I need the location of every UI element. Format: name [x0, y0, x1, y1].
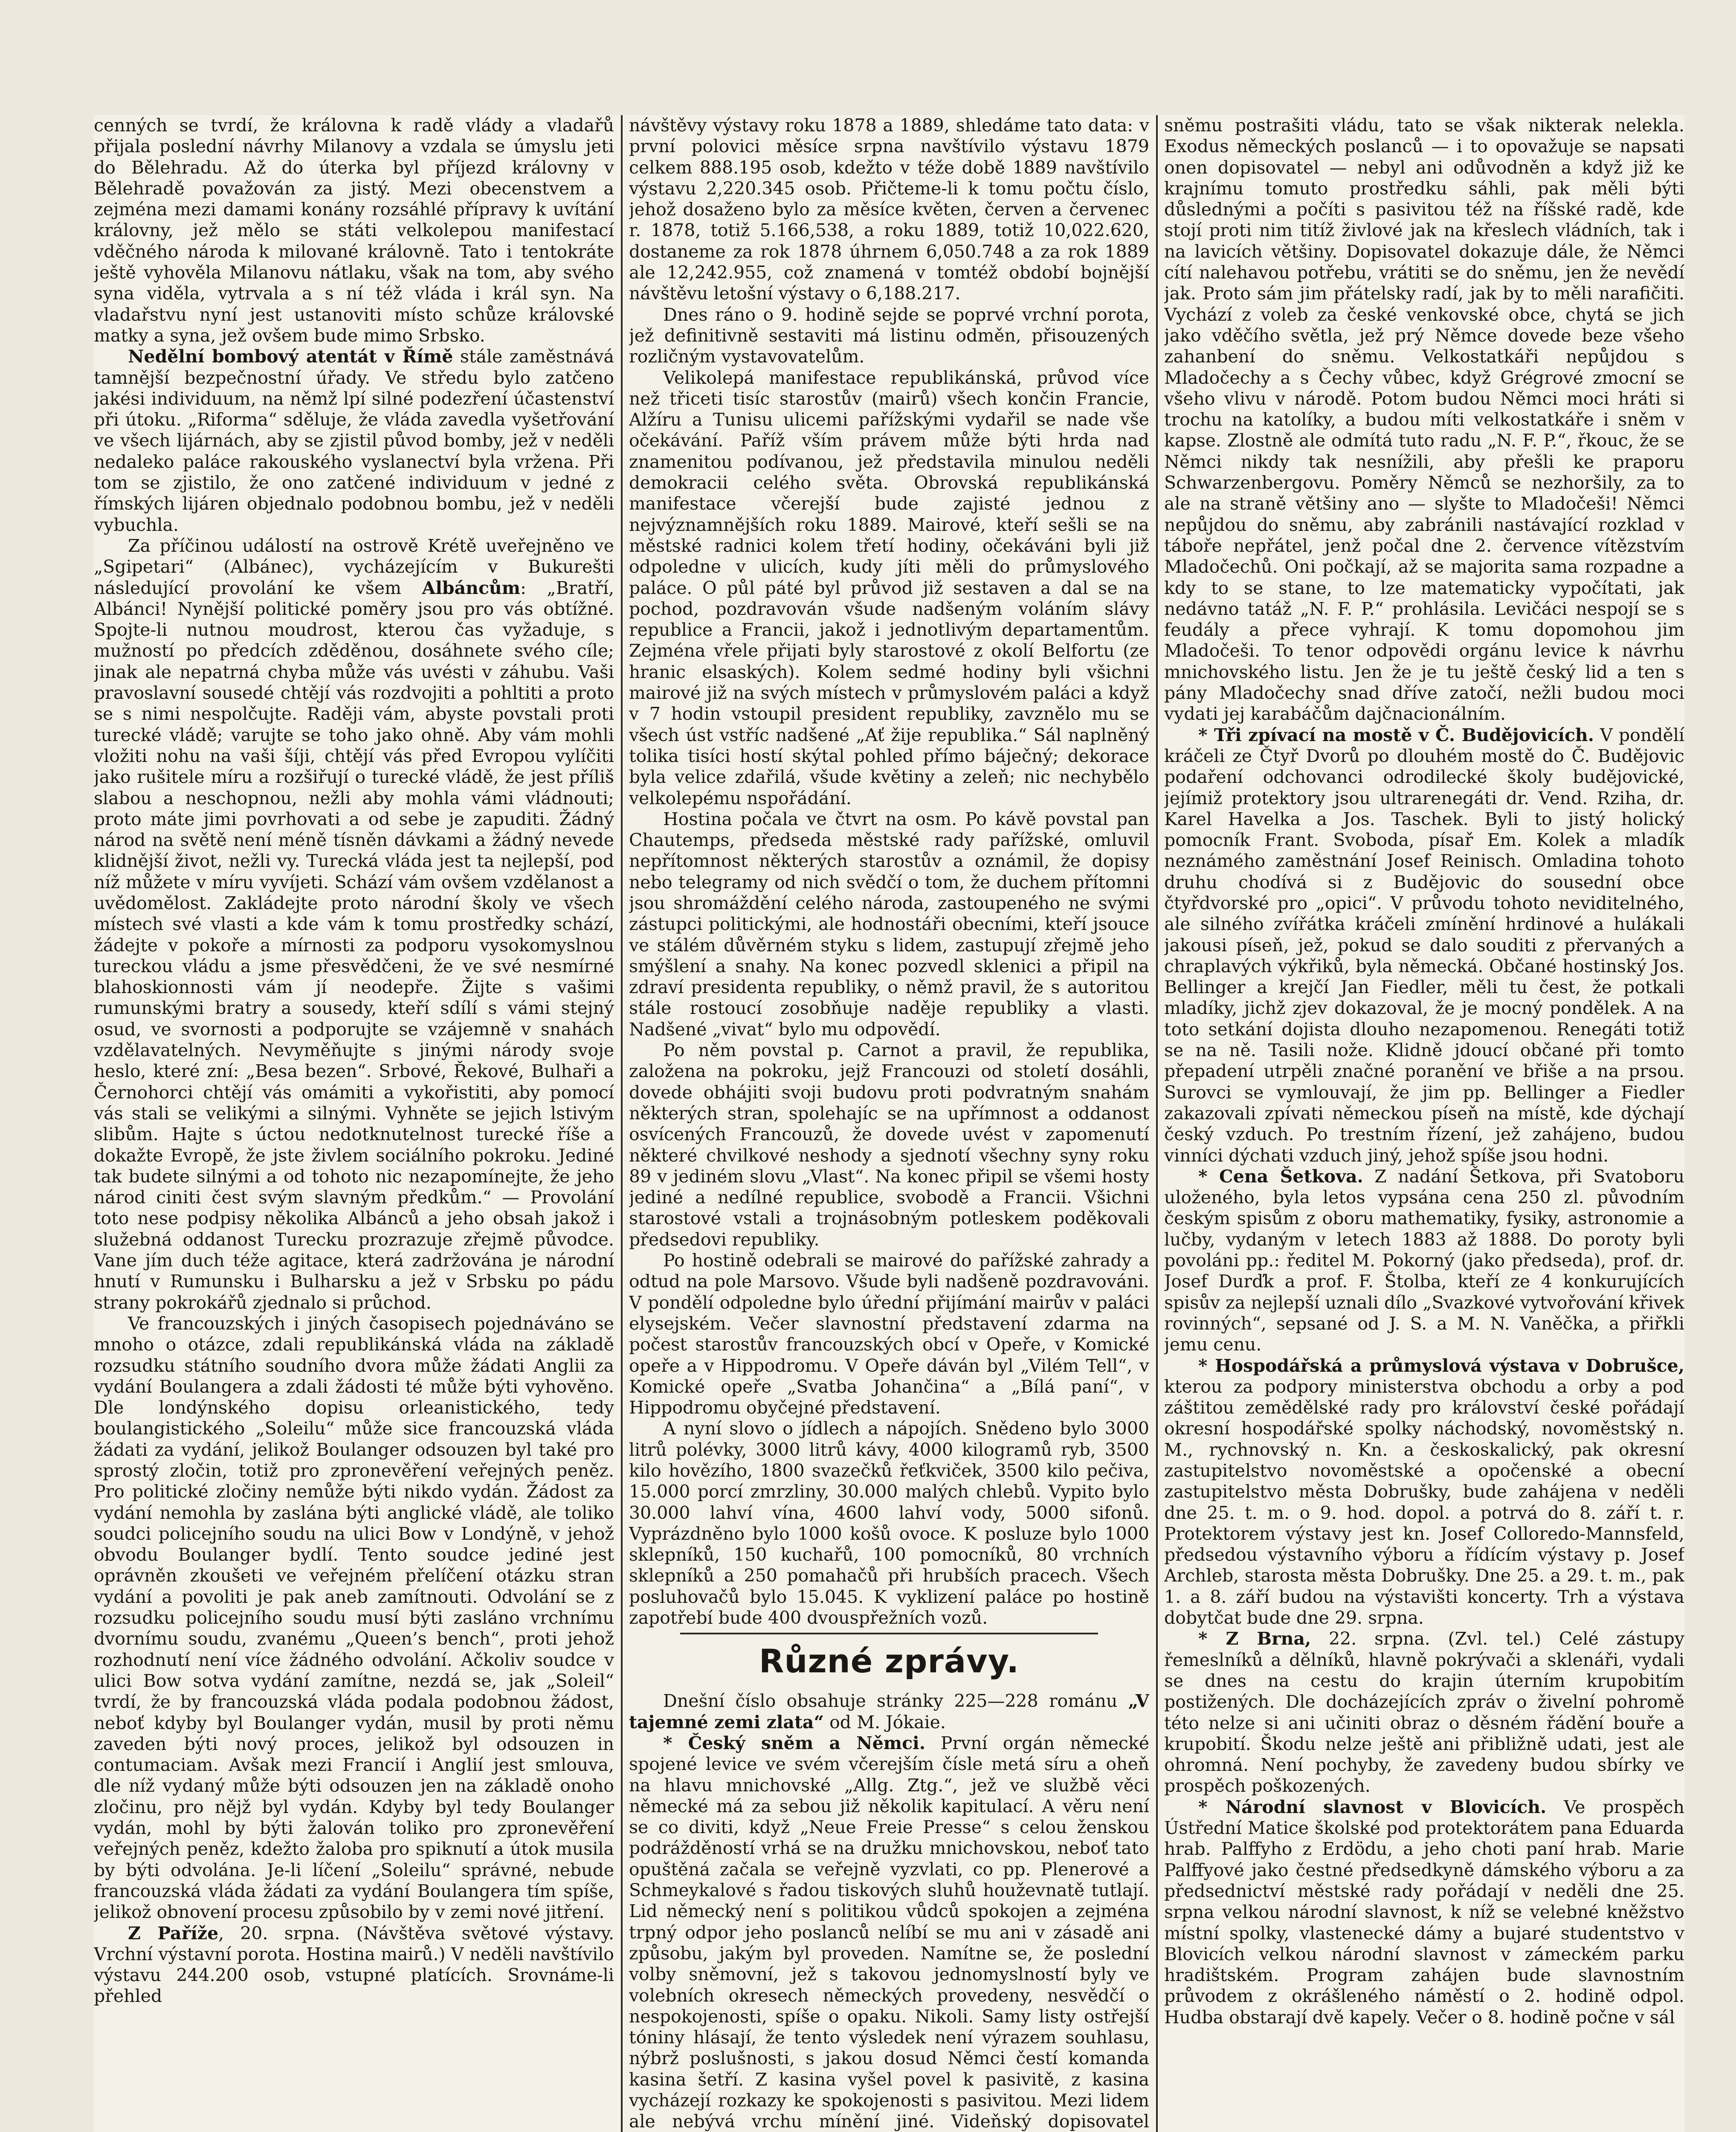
column-divider — [621, 115, 623, 2132]
article-diet-germans — [629, 1733, 1149, 2132]
section-heading: Různé zprávy. — [759, 1642, 1020, 1680]
article-lead: * Národní slavnost v Blovicích. — [1198, 1796, 1547, 1817]
section-divider — [680, 1633, 1098, 1634]
article-lead: * Z Brna, — [1198, 1628, 1311, 1649]
article-paris — [94, 1923, 614, 2007]
article-text: kterou za podpory ministerstva obchodu a orby a pod záštitou zemědělské rady pro království české pořádají okresní hospodářské spolky náchodský, novoměstský n. M., rychnovský n. Kn. a českoskalický, pak okresní zastupitelstvo novoměstské a opočenské a obecní zastupitelstvo města Dobrušky, bude zahájena v neděli dne 25. t. m. o 9. hod. dopol. a potrvá do 8. září t. r. Protektorem výstavy jest kn. Josef Colloredo-Mannsfeld, předsedou výstavního výboru a řídícím výstavy p. Josef Archleb, starosta města Dobrušky. Dne 25. a 29. t. m., pak 1. a 8. září budou na výstavišti koncerty. Trh a výstava dobytčat bude dne 29. srpna. — [1164, 1376, 1684, 1628]
article-blovice — [1164, 1797, 1684, 2028]
article-dobruska-exhibition — [1164, 1356, 1684, 1629]
article-text: Po hostině odebrali se mairové do pařížské zahrady a odtud na pole Marsovo. Všude byli nadšeně pozdravováni. V pondělí odpoledne bylo úřední přijímání mairův v paláci elysejském. Večer slavnostní představení zdarma na počest starostův francouzských obcí v Opeře, v Komické opeře a v Hippodromu. V Opeře dáván byl „Vilém Tell“, v Komické opeře „Svatba Johančina“ a „Bílá paní“, v Hippodromu obyčejné představení. — [629, 1250, 1149, 1418]
article-brno — [1164, 1628, 1684, 1796]
article-text: Z nadání Šetkova, při Svatoboru uloženého, byla letos vypsána cena 250 zl. původním českým spisům z oboru mathematiky, fysiky, astronomie a lučby, vydaným v letech 1883 až 1888. Do poroty byli povoláni pp.: ředitel M. Pokorný (jako předseda), prof. dr. Josef Durďk a prof. F. Štolba, kteří ze 4 konkurujících spisův za nejlepší uznali dílo „Svazkové vytvořování křivek rovinných“, sepsané od J. S. a M. N. Vaněčka, a přiřkli jemu cenu. — [1164, 1166, 1684, 1355]
article-text: Za příčinou událostí na ostrově Krétě uveřejněno ve „Sgipetari“ (Albánec), vycházejícím v Bukurešti následující provolání ke všem — [94, 535, 614, 598]
article-text: cenných se tvrdí, že královna k radě vlády a vladařů přijala poslední návrhy Milanovy a vzdala se úmyslu jeti do Bělehradu. Až do úterka byl příjezd královny v Bělehradě považován za jistý. Mezi obecenstvem a zejména mezi damami konány rozsáhlé přípravy k uvítání královny, jež mělo se státi velkolepou manifestací vděčného národa k milované královně. Tato i tentokráte ještě vyhověla Milanovu nátlaku, však na tom, aby svého syna viděla, vytrvala a s ní též vláda i král syn. Na vladařstvu nyní jest ustanoviti místo schůze královské matky a syna, jež ovšem bude mimo Srbsko. — [94, 115, 614, 346]
article-text: Velikolepá manifestace republikánská, průvod více než třiceti tisíc starostův (mairů) všech končin Francie, Alžíru a Tunisu ulicemi pařížskými vydařil se nade vše očekávání. Paříž vším právem může býti hrda nad znamenitou podívanou, jež představila minulou neděli demokracii celého světa. Obrovská republikánská manifestace včerejší bude zajisté jednou z nejvýznamnějších roku 1889. Mairové, kteří sešli se na městské radnici kolem třetí hodiny, očekáváni byli již odpoledne v ulicích, kudy jíti měli do průmyslového paláce. O půl páté byl průvod již sestaven a dal se na pochod, pozdravován všude nadšeným voláním slávy republice a Francii, jakož i jednotlivým departamentům. Zejména vřele přijati byly starostové z okolí Belfortu (ze hranic elsaských). Kolem sedmé hodiny byli všichni mairové již na svých místech v průmyslovém paláci a když v 7 hodin vstoupil president republiky, zavznělo mu se všech úst vstříc nadšené „Ať žije republika.“ Sál naplněný tolika tisíci hostí skýtal pohled přímo báječný; dekorace byla velice zdařilá, všude květiny a zeleň; nic nechybělo velkolepému nspořádání. — [629, 367, 1149, 808]
column-divider — [1156, 115, 1158, 2132]
article-lead: * Tři zpívací na mostě v Č. Budějovicích. — [1198, 724, 1594, 745]
article-text: Ve prospěch Ústřední Matice školské pod protektorátem pana Eduarda hrab. Palffyho z Erdödu, a jeho choti paní hrab. Marie Palffyové jako čestné předsedkyně dámského výboru a za předsednictví městské rady pořádají v neděli dne 25. srpna velkou národní slavnost, k níž se velebné kněžstvo místní spolky, vlastenecké dámy a bujaré studentstvo v Blovicích velkou národní slavnost v zámeckém parku hradištském. Program zahájen bude slavnostním průvodem z okrášleného náměstí o 2. hodině odpol. Hudba obstarají dvě kapely. Večer o 8. hodině počne v sál — [1164, 1796, 1684, 2028]
article-text: návštěvy výstavy roku 1878 a 1889, shledáme tato data: v první polovici měsíce srpna navštívilo výstavu 1879 celkem 888.195 osob, kdežto v téže době 1889 navštívilo výstavu 2,220.345 osob. Přičteme-li k tomu počtu číslo, jehož dosaženo bylo za měsíce květen, červen a červenec r. 1878, totiž 5.166,538, a roku 1889, totiž 10,022.620, dostaneme za rok 1878 úhrnem 6,050.748 a za rok 1889 ale 12,242.955, což znamená v tomtéž období bojnější návštěvu letošní výstavy o 6,188.217. — [629, 115, 1149, 304]
article-lead: * Hospodářská a průmyslová výstava v Dobrušce, — [1198, 1355, 1684, 1376]
article-lead: * Cena Šetkova. — [1198, 1166, 1363, 1187]
article-budejovice — [1164, 725, 1684, 1166]
article-bomb-attack — [94, 346, 614, 536]
article-text: Po něm povstal p. Carnot a pravil, že republika, založena na pokroku, jejž Francouzi od století dosáhli, dovede obhájiti svoji budovu proti podvratným snahám některých stran, spolehajíc se na upřímnost a oddanost osvícených Francouzů, že dovede uvést v zapomenutí některé chvilkové neshody a sjednotí všechny syny roku 89 v jediném slovu „Vlast“. Na konec připil se všemi hosty jediné a nedílné republice, svobodě a Francii. Všichni starostové vstali a trojnásobným potleskem poděkovali předsedovi republiky. — [629, 1040, 1149, 1250]
article-text: 22. srpna. (Zvl. tel.) Celé zástupy řemeslníků a dělníků, hlavně pokrývači a sklenáři, vydali se dnes na cestu do krajin úterním krupobitím postižených. Dle docházejících zpráv o živelní pohromě této nelze si ani učiniti obraz o děsném řádění bouře a krupobití. Škodu nelze ještě ani přibližně udati, jest ale ohromná. Není pochyby, že zavedeny budou sbírky ve prospěch poškozených. — [1164, 1628, 1684, 1796]
article-text: stále zaměstnává tamnější bezpečnostní úřady. Ve středu bylo zatčeno jakési individuum, na němž lpí silné podezření účastenství při útoku. „Riforma“ sděluje, že vláda zavedla vyšetřování ve všech lijárnách, aby se zjistil původ bomby, jež v neděli nedaleko paláce rakouského vyslanectví byla vržena. Při tom se zjistilo, že ono zatčené individuum v jedné z římských lijáren objednalo podobnou bombu, jež v neděli vybuchla. — [94, 346, 614, 535]
article-text: Dnes ráno o 9. hodině sejde se poprvé vrchní porota, jež definitivně sestaviti má listinu odměn, přisouzených rozličným vystavovatelům. — [629, 304, 1149, 367]
article-text: od M. Jókaie. — [824, 1712, 946, 1732]
article-text: : „Bratří, Albánci! Nynější politické poměry jsou pro vás obtížné. Spojte-li nutnou moudrost, kterou čas vyžaduje, s mužností po předcích zděděnou, dosáhnete svého cíle; jinak ale nepatrná chyba může vás uvésti v záhubu. Vaši pravoslavní sousedé chtějí vás rozdvojiti a pohltiti a proto se s nimi nespolčujte. Raději vám, abyste povstali proti turecké vládě; varujte se toho jako ohně. Aby vám mohli vložiti nohu na vaši šíji, chtějí vás před Evropou vylíčiti jako rušitele míru a rozšiřují o turecké vládě, že jest příliš slabou a neschopnou, nežli aby mohla vámi vládnouti; proto máte jimi povrhovati a od sebe je zapuditi. Žádný národ na světě není méně tísněn dávkami a žádný nevede klidnější život, nežli vy. Turecká vláda jest ta nejlepší, pod níž můžete v míru vyvíjeti. Schází vám ovšem vzdělanost a uvědomělost. Zakládejte proto národní školy ve všech místech své vlasti a kde vám k tomu prostředky schází, žádejte v pokoře a mírnosti za podporu vysokomyslnou tureckou vládu a jsme přesvědčeni, že ve své nesmírné blahoskionnosti vám jí neodepře. Žijte s vašimi rumunskými bratry a sousedy, kteří sdílí s vámi stejný osud, ve svornosti a podporujte se vzájemně v snahách vzdělavatelných. Nevyměňujte s jinými národy svoje heslo, které zní: „Besa bezen“. Srbové, Řekové, Bulhaři a Černohorci chtějí vás omámiti a vykořistiti, aby pomocí vás stali se velikými a silnými. Vyhněte se jejich lstivým slibům. Hajte s úctou nedotknutelnost turecké říše a dokažte Evropě, že jste živlem sociálního pokroku. Jediné tak budete silnými a od tohoto nic nezapomínejte, že jeho národ ciniti čest svým slavným předkům.“ — Provolání toto nese podpisy několika Albánců a jeho obsah jakož i služebná oddanost Turecku prozrazuje zřejmě původce. Vane jím duch téže agitace, která zadržována je národní hnutí v Rumunsku i Bulharsku a jež v Srbsku po pádu strany pokrokářů zjednalo si průchod. — [94, 577, 614, 1313]
article-albanians — [94, 536, 614, 1313]
column-2 — [629, 115, 1149, 2132]
article-lead: Albáncům — [422, 577, 521, 598]
article-text: V pondělí kráčeli ze Čtyř Dvorů po dlouhém mostě do Č. Budějovic podaření odchovanci odrodilecké školy budějovické, jejímiž protektory jsou ultrarenegáti dr. Vend. Rziha, dr. Karel Havelka a Jos. Taschek. Byli to jistý holický pomocník Frant. Svoboda, písař Em. Kolek a mladík neznámého zaměstnání Josef Reinisch. Omladina tohoto druhu chodívá si z Budějovic do sousední obce čtyřdvorské pro „opici“. V průvodu tohoto neviditelného, ale silného zvířátka kráčeli zmínění hrdinové a hulákali jakousi píseň, jež, pokud se dalo souditi z přervaných a chraplavých výkřiků, byla německá. Občané hostinský Jos. Bellinger a krejčí Jan Fiedler, měli tu čest, že potkali mladíky, jichž zjev dokazoval, že je mocný pondělek. A na toto setkání dojista dlouho nezapomenou. Renegáti totiž se na ně. Tasili nože. Klidně jdoucí občané při tomto přepadení utrpěli značné poranění ve břiše a na prsou. Surovci se vymlouvají, že jim pp. Bellinger a Fiedler zakazovali zpívati německou píseň na místě, kde dýchají český vzduch. Po trestním řízení, jež zahájeno, budou vinníci dýchati vzduch jiný, jehož spíše jsou hodni. — [1164, 724, 1684, 1166]
article-text: , 20. srpna. (Návštěva světové výstavy. Vrchní výstavní porota. Hostina mairů.) V neděli navštívilo výstavu 244.200 osob, vstupné platících. Srovnáme-li přehled — [94, 1923, 614, 2007]
column-3 — [1164, 115, 1684, 2132]
newspaper-page — [94, 115, 1684, 2132]
article-lead: Z Paříže — [128, 1923, 219, 1944]
article-text: A nyní slovo o jídlech a nápojích. Snědeno bylo 3000 litrů polévky, 3000 litrů kávy, 4000 kilogramů ryb, 3500 kilo hovězího, 1800 svazečků řeťkviček, 3500 kilo pečiva, 15.000 porcí zmrzliny, 30.000 malých chlebů. Vypito bylo 30.000 lahví vína, 4600 lahví vody, 5000 sifonů. Vyprázdněno bylo 1000 košů ovoce. K posluze bylo 1000 sklepníků, 150 kuchařů, 100 pomocníků, 80 vrchních sklepníků a 250 pomahačů při hrubších pracech. Všech posluhovačů bylo 15.045. K vyklizení paláce po hostině zapotřebí bude 400 dvouspřežních vozů. — [629, 1418, 1149, 1628]
article-lead: * Český sněm a Němci. — [663, 1732, 925, 1753]
article-text: Dnešní číslo obsahuje stránky 225—228 románu — [663, 1691, 1128, 1712]
article-setka-prize — [1164, 1166, 1684, 1356]
novel-notice — [629, 1691, 1149, 1733]
article-text: Hostina počala ve čtvrt na osm. Po kávě povstal pan Chautemps, předseda městské rady pařížské, omluvil nepřítomnost některých starostův a oznámil, že dopisy nebo telegramy od nich svědčí o tom, že duchem přítomni jsou shromáždění celého národa, zastoupeného ne svými zástupci politickými, ale hodnostáři obecními, kteří jsouce ve stálém důvěrném styku s lidem, zastupují zřejmě jeho smýšlení a snahy. Na konec pozvedl sklenici a připil na zdraví presidenta republiky, o němž pravil, že s autoritou stále rostoucí zosobňuje naděje republiky a vlasti. Nadšené „vivat“ bylo mu odpovědí. — [629, 808, 1149, 1040]
column-1 — [94, 115, 614, 2132]
article-lead: Nedělní bombový atentát v Římě — [128, 346, 453, 367]
article-boulanger: Ve francouzských i jiných časopisech pojednáváno se mnoho o otázce, zdali republikánská vláda na základě rozsudku státního soudního dvora může žádati Anglii za vydání Boulangera a zdali žádosti té může býti vyhověno. Dle londýnského dopisu orleanistického, tedy boulangistického „Soleilu“ může sice francouzská vláda žádati za vydání, jelikož Boulanger odsouzen byl také pro sprostý zločin, totiž pro zpronevěření veřejných peněz. Pro politické zločiny nemůže býti nikdo vydán. Žádost za vydání nemohla by zaslána býti anglické vládě, ale toliko soudci policejního soudu na ulici Bow v Londýně, v jehož obvodu Boulanger bydlí. Tento soudce jediné jest oprávněn zkoušeti ve veřejném přelíčení otázku stran vydání a povoliti je pak aneb zamítnouti. Odvolání se z rozsudku policejního soudu musí býti zasláno vrchnímu dvornímu soudu, zvanému „Queen’s bench“, proti jehož rozhodnutí není více žádného odvolání. Ačkoliv soudce v ulici Bow sotva vydání zamítne, nezdá se, jak „Soleil“ tvrdí, že by francouzská vláda podala podobnou žádost, neboť kdyby byl Boulanger vydán, musil by proti němu zaveden býti nový proces, jelikož byl odsouzen in contumaciam. Avšak mezi Francií i Anglií jest smlouva, dle níž vydaný může býti odsouzen jen na základě onoho zločinu, pro nějž byl vydán. Kdyby byl tedy Boulanger vydán, mohl by býti žalován toliko pro zpronevěření veřejných peněz, kdežto žaloba pro spiknutí a útok musila by býti odvolána. Je-li líčení „Soleilu“ správné, nebude francouzská vláda žádati za vydání Boulangera tím spíše, jelikož obnovení procesu způsobilo by v zemi nové jitření. — [94, 1313, 614, 1923]
article-text: První orgán německé spojené levice ve svém včerejším čísle metá síru a oheň na hlavu mnichovské „Allg. Ztg.“, jež ve službě věci německé má za sebou již několik kapitulací. A věru není se co diviti, když „Neue Freie Presse“ s celou ženskou podrážděností vrhá se na družku mnichovskou, neboť tato opuštěná začala se veřejně vyzvlati, co pp. Plenerové a Schmeykalové s řadou tiskových sluhů houževnatě tutlají. Lid německý není s politikou vůdců spokojen a zejména trpný odpor jeho poslanců nelíbí se mu ani v zásadě ani způsobu, jakým byl proveden. Namítne se, že poslední volby sněmovní, jež s takovou jednomyslností byly ve volebních okresech německých provedeny, nesvědčí o nespokojenosti, spíše o opaku. Nikoli. Samy listy ostřejší tóniny hlásají, že tento výsledek není výrazem souhlasu, nýbrž poslušnosti, s jakou dosud Němci čestí komanda kasina šetří. Z kasina vyšel povel k pasivitě, z kasina vycházejí rozkazy ke spokojenosti s pasivitou. Mezi lidem ale nebývá vrchu mínění jiné. Videňský dopisovatel — [629, 1732, 1149, 2132]
novel-title: „V tajemné zemi zlata“ — [629, 1691, 1149, 1732]
article-text: sněmu postrašiti vládu, tato se však nikterak nelekla. Exodus německých poslanců — i to opovažuje se napsati onen dopisovatel — nebyl ani odůvodněn a když již ke krajnímu tomuto prostředku sáhli, pak měli býti důslednými a počíti s pasivitou též na říšské radě, kde stojí proti nim titíž živlové jak na křeslech vládních, tak i na lavicích většiny. Dopisovatel dokazuje dále, že Němci cítí nalehavou potřebu, vrátiti se do sněmu, jen že nevědí jak. Proto sám jim přátelsky radí, jak by to měli narafičiti. Vychází z voleb za české venkovské obce, chytá se jich jako vděčího světla, jež prý Němce dovede beze všeho zahanbení do sněmu. Velkostatkáři nepůjdou s Mladočechy a s Čechy vůbec, když Grégrové zmocní se všeho vlivu v národě. Potom budou Němci moci hráti si trochu na katolíky, a budou míti velkostatkáře i sněm v kapse. Zlostně ale odmítá tuto radu „N. F. P.“, řkouc, že se Němci nikdy tak nesnížili, aby přešli ke praporu Schwarzenbergovu. Poměry Němců se nezhoršily, za to ale na straně většiny ano — slyšte to Mladočeši! Němci nepůjdou do sněmu, aby zabránili nastávající rozklad v táboře nepřátel, jenž počal dne 2. července vítězstvím Mladočechů. Oni počkají, až se majorita sama rozpadne a kdy to se stane, to lze matematicky vypočítati, jak nedávno tatáž „N. F. P.“ prohlásila. Levičáci nespojí se s feudály a přece vyhrají. K tomu dopomohou jim Mladočeši. To tenor odpovědi orgánu levice k návrhu mnichovského listu. Jen že je tu ještě český lid a ten s pány Mladočechy snad dříve zatočí, nežli budou moci vydati jej karabáčům dajčnacionálním. — [1164, 115, 1684, 724]
